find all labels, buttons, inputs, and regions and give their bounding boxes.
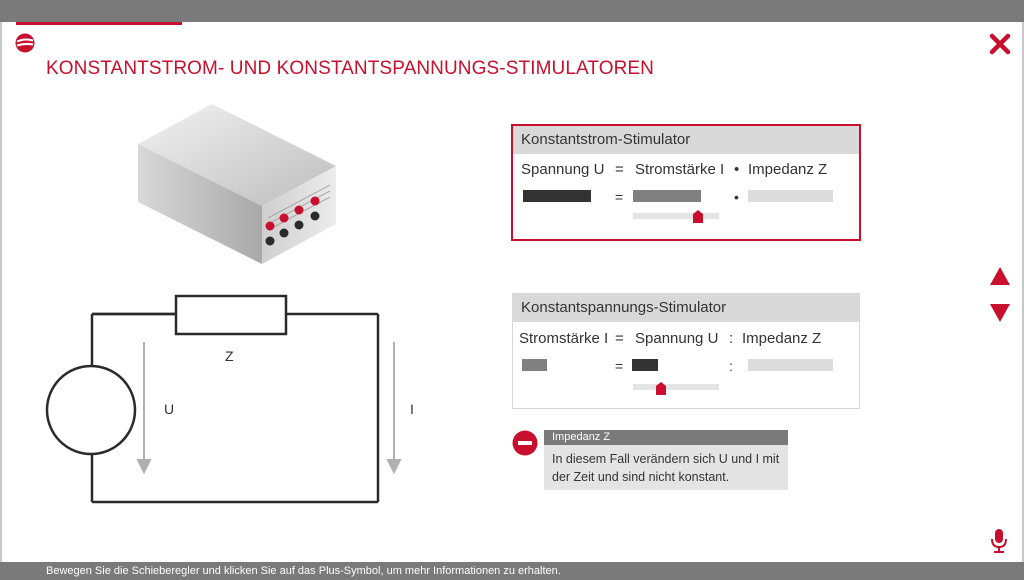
impedance-value-bar [748, 359, 833, 371]
current-value-bar [633, 190, 701, 202]
formula-equals: = [615, 330, 624, 347]
collapse-minus-icon[interactable] [512, 430, 538, 456]
formula-equals: = [615, 161, 624, 178]
panel-title: Konstantspannungs-Stimulator [513, 294, 859, 322]
microphone-icon[interactable] [990, 528, 1008, 554]
frame-left-border [0, 0, 2, 580]
info-title: Impedanz Z [544, 430, 788, 445]
formula-term-current: Stromstärke I [519, 330, 609, 347]
impedance-value-bar [748, 190, 833, 202]
circuit-diagram [40, 290, 440, 510]
bar-multiply: • [734, 189, 739, 205]
voltage-value-bar [523, 190, 591, 202]
formula-term-impedance: Impedanz Z [748, 161, 828, 178]
top-bar [0, 0, 1024, 22]
page-title: KONSTANTSTROM- UND KONSTANTSPANNUNGS-STIMULATOREN [46, 58, 655, 79]
current-value-bar [522, 359, 547, 371]
close-icon[interactable] [989, 33, 1011, 55]
instruction-bar: Bewegen Sie die Schieberegler und klicken Sie auf das Plus-Symbol, um mehr Informationen zu erhalten. [0, 562, 1024, 580]
next-arrow-icon[interactable] [989, 303, 1011, 323]
formula-term-current: Stromstärke I [635, 161, 725, 178]
constant-voltage-panel [512, 293, 860, 409]
stimulator-device-image [134, 100, 344, 266]
bar-equals: = [615, 189, 624, 205]
progress-indicator [16, 22, 182, 25]
voltage-value-bar [632, 359, 658, 371]
bar-equals: = [615, 358, 624, 374]
formula-term-voltage: Spannung U [635, 330, 719, 347]
formula-term-impedance: Impedanz Z [742, 330, 822, 347]
previous-arrow-icon[interactable] [989, 266, 1011, 286]
current-label: I [410, 401, 414, 417]
formula-term-voltage: Spannung U [521, 161, 605, 178]
impedance-slider-handle[interactable] [693, 210, 703, 223]
brand-logo-icon [15, 33, 35, 53]
formula-multiply: • [734, 161, 740, 178]
impedance-slider-handle[interactable] [656, 382, 666, 395]
impedance-label: Z [225, 348, 234, 364]
voltage-label: U [164, 401, 175, 417]
impedance-slider-track[interactable] [633, 213, 719, 219]
constant-current-panel [511, 124, 861, 241]
panel-title: Konstantstrom-Stimulator [513, 126, 859, 154]
bar-divide: : [729, 358, 733, 374]
info-text: In diesem Fall verändern sich U und I mit der Zeit und sind nicht konstant. [544, 445, 788, 490]
impedance-slider-track[interactable] [633, 384, 719, 390]
formula-divide: : [729, 330, 734, 347]
